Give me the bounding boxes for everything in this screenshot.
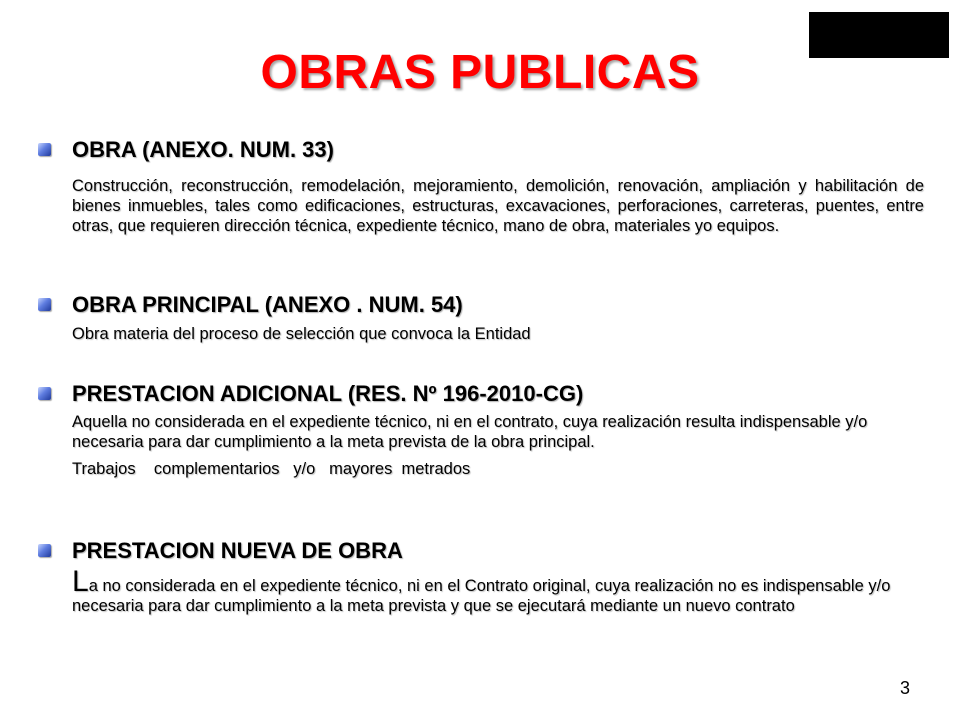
- heading-text: PRESTACION NUEVA DE OBRA: [72, 538, 403, 563]
- square-bullet-icon: [38, 387, 51, 400]
- square-bullet-icon: [38, 143, 51, 156]
- page-number: 3: [899, 678, 910, 698]
- section-heading: [72, 137, 924, 163]
- paragraph-initial: L: [72, 565, 89, 599]
- section-prestacion-nueva: [72, 538, 924, 616]
- section-obra-principal: [72, 292, 924, 344]
- section-paragraph-secondary: Trabajos complementarios y/o mayores metrados: [72, 460, 471, 479]
- heading-text: PRESTACION ADICIONAL (RES. Nº 196-2010-CG): [72, 381, 584, 406]
- section-paragraph: Construcción, reconstrucción, remodelación, mejoramiento, demolición, renovación, ampliación y habilitación de bienes inmuebles, tales como edificaciones, estructuras, excavaciones, perforaciones, carreteras, puentes, entre otras, que requieren dirección técnica, expediente técnico, mano de obra, materiales yo equipos.: [72, 177, 924, 236]
- paragraph-rest: a no considerada en el expediente técnico, ni en el Contrato original, cuya realización no es indispensable y/o necesaria para dar cumplimiento a la meta prevista y que se ejecutará mediante un nuevo contrato: [72, 577, 891, 616]
- slide-title: OBRAS PUBLICAS: [260, 46, 700, 99]
- section-paragraph: [72, 565, 924, 616]
- section-paragraph: Aquella no considerada en el expediente técnico, ni en el contrato, cuya realización resulta indispensable y/o necesaria para dar cumplimiento a la meta prevista de la obra principal.: [72, 413, 868, 452]
- section-obra: [72, 137, 924, 236]
- square-bullet-icon: [38, 298, 51, 311]
- section-heading: [72, 381, 924, 407]
- section-prestacion-adicional: [72, 381, 924, 479]
- section-paragraph: Obra materia del proceso de selección que convoca la Entidad: [72, 325, 531, 344]
- heading-text: OBRA PRINCIPAL (ANEXO . NUM. 54): [72, 292, 463, 317]
- section-heading: [72, 292, 924, 318]
- section-heading: [72, 538, 924, 564]
- square-bullet-icon: [38, 544, 51, 557]
- heading-text: OBRA (ANEXO. NUM. 33): [72, 137, 334, 162]
